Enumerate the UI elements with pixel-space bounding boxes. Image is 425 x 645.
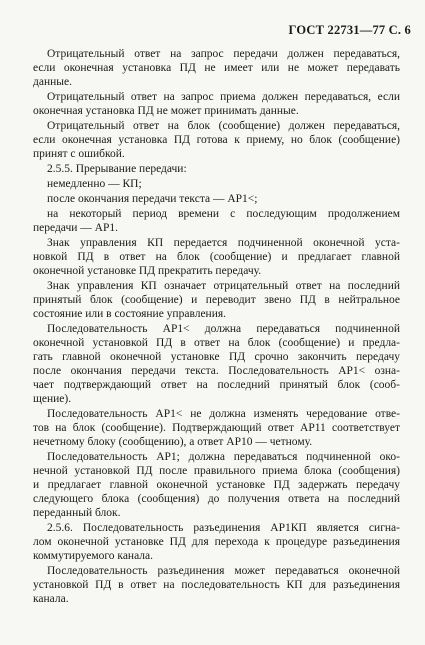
text-line: если оконечная установка ПД не имеет или не может передавать (33, 62, 400, 74)
document-body (33, 47, 400, 607)
text-line: Отрицательный ответ на блок (сообщение) должен передаваться, (47, 120, 400, 132)
text-line: Знак управления КП означает отрицательный ответ на последний (47, 280, 400, 292)
text-line: оконечной установке ПД прекратить передачу. (33, 265, 262, 277)
text-line: Последовательность АР1< не должна изменять чередование отве- (47, 408, 400, 420)
text-line: оконечная установка ПД не может принимать данные. (33, 105, 299, 117)
text-line: коммутируемого канала. (33, 550, 153, 562)
text-line: Отрицательный ответ на запрос приема должен передаваться, если (47, 91, 400, 103)
text-line: Последовательность разъединения может передаваться оконечной (47, 565, 400, 577)
text-line: канала. (33, 593, 69, 605)
text-line: 2.5.6. Последовательность разъединения АР1КП является сигна- (47, 522, 400, 534)
text-line: нечной установкой ПД после правильного приема блока (сообщения) (33, 465, 400, 477)
text-line: следующего блока (сообщения) до получения ответа на последний (33, 493, 400, 505)
text-line: немедленно — КП; (47, 178, 142, 190)
paragraph (33, 90, 400, 118)
text-line: чает подтверждающий ответ на последний принятый блок (сооб- (33, 379, 400, 391)
text-line: передачи — АР1. (33, 222, 118, 234)
text-line: оконечной установкой ПД в ответ на блок (сообщение) и предла- (33, 337, 400, 349)
paragraph (33, 192, 400, 206)
text-line: на некоторый период времени с последующим продолжением (47, 208, 400, 220)
paragraph (33, 119, 400, 161)
text-line: 2.5.5. Прерывание передачи: (47, 163, 187, 175)
text-line: переданный блок. (33, 507, 121, 519)
text-line: и предлагает главной оконечной установке ПД задержать передачу (33, 479, 400, 491)
text-line: Отрицательный ответ на запрос передачи должен передаваться, (47, 48, 400, 60)
text-line: лом оконечной установке ПД для перехода к процедуре разъединения (33, 536, 400, 548)
text-line: Последовательность АР1; должна передаваться подчиненной око- (47, 451, 400, 463)
text-line: Знак управления КП передается подчиненной оконечной уста- (47, 237, 400, 249)
paragraph (33, 564, 400, 606)
text-line: после окончания передачи текста. Последовательность АР1< озна- (33, 365, 400, 377)
paragraph (33, 521, 400, 563)
text-line: данные. (33, 76, 72, 88)
text-line: щение). (33, 393, 72, 405)
paragraph (33, 407, 400, 449)
paragraph (33, 162, 400, 176)
paragraph (33, 177, 400, 191)
text-line: нечетному блоку (сообщению), а ответ АР10 — четному. (33, 436, 313, 448)
paragraph (33, 322, 400, 406)
paragraph (33, 207, 400, 235)
paragraph (33, 47, 400, 89)
paragraph (33, 236, 400, 278)
text-line: установкой ПД в ответ на последовательность КП для разъединения (33, 579, 400, 591)
text-line: состояние или в состояние управления. (33, 308, 227, 320)
text-line: гать главной оконечной установке ПД срочно закончить передачу (33, 351, 400, 363)
text-line: после окончания передачи текста — АР1<; (47, 193, 258, 205)
text-line: Последовательность АР1< должна передаваться подчиненной (47, 323, 400, 335)
text-line: тов на блок (сообщение). Подтверждающий ответ АР11 соответствует (33, 422, 400, 434)
paragraph (33, 450, 400, 520)
page-header: ГОСТ 22731—77 С. 6 (288, 23, 411, 37)
paragraph (33, 279, 400, 321)
text-line: новкой ПД в ответ на блок (сообщение) и предлагает главной (33, 251, 400, 263)
text-line: если оконечная установка ПД готова к приему, но блок (сообщение) (33, 134, 400, 146)
text-line: принятый блок (сообщение) и переводит звено ПД в нейтральное (33, 294, 400, 306)
text-line: принят с ошибкой. (33, 148, 125, 160)
